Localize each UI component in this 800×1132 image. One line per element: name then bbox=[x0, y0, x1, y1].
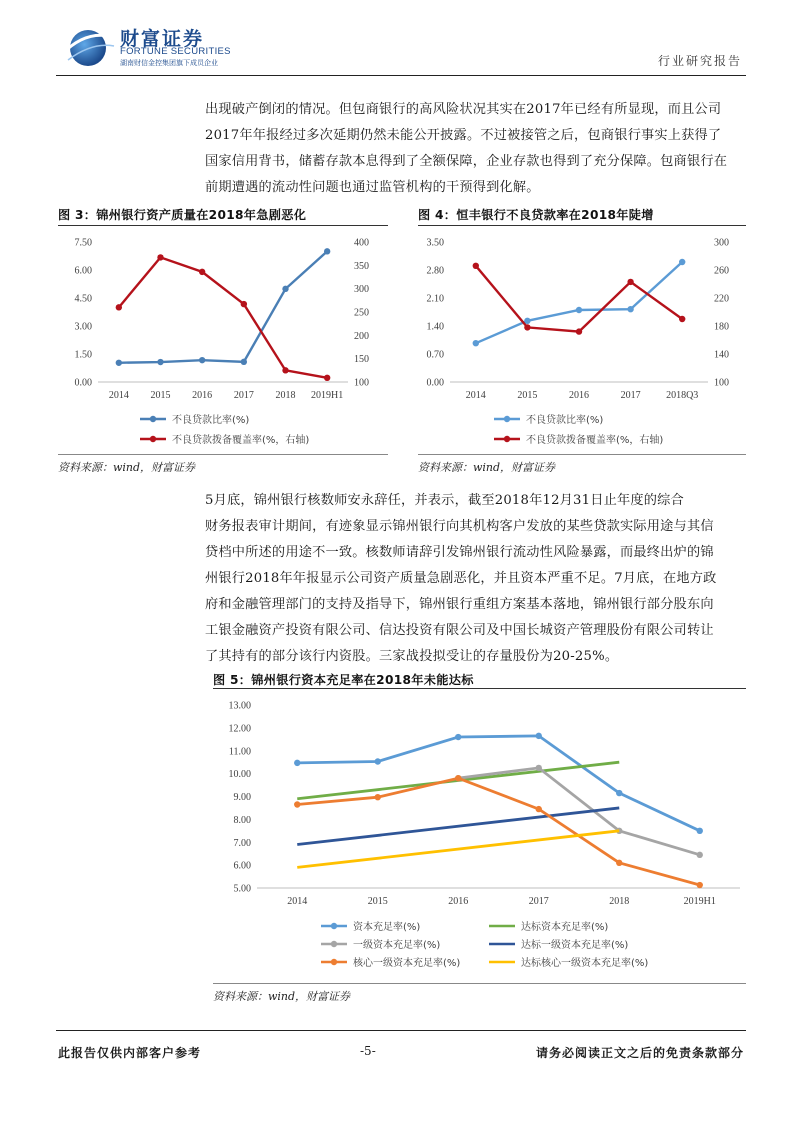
data-point bbox=[116, 304, 122, 310]
y-left-tick-label: 1.40 bbox=[426, 321, 444, 333]
data-point bbox=[697, 882, 703, 888]
data-point bbox=[576, 328, 582, 334]
logo-globe-icon bbox=[58, 24, 118, 68]
y-right-tick-label: 250 bbox=[354, 307, 369, 319]
data-point bbox=[697, 852, 703, 858]
data-point bbox=[282, 286, 288, 292]
data-point bbox=[241, 301, 247, 307]
page-number: -5- bbox=[360, 1044, 376, 1058]
x-tick-label: 2017 bbox=[620, 390, 641, 401]
series-line bbox=[297, 831, 619, 868]
data-point bbox=[576, 307, 582, 313]
text-line: 了其持有的部分该行内资股。三家战投拟受让的存量股份为20-25%。 bbox=[205, 649, 619, 664]
brand-subtitle: 湖南财信金控集团旗下成员企业 bbox=[120, 59, 218, 67]
series-line bbox=[297, 808, 619, 845]
data-point bbox=[455, 734, 461, 740]
y-right-tick-label: 100 bbox=[354, 377, 369, 389]
data-point bbox=[324, 375, 330, 381]
y-left-tick-label: 2.80 bbox=[426, 265, 444, 277]
y-left-tick-label: 7.50 bbox=[74, 237, 92, 249]
body-paragraph-2 bbox=[205, 488, 745, 670]
legend-marker bbox=[504, 436, 510, 442]
y-right-tick-label: 220 bbox=[714, 293, 729, 305]
y-left-tick-label: 4.50 bbox=[74, 293, 92, 305]
y-right-tick-label: 400 bbox=[354, 237, 369, 249]
figure-5-chart bbox=[213, 692, 746, 980]
legend-label: 资本充足率(%) bbox=[353, 922, 421, 933]
figure-5-rule bbox=[213, 688, 746, 689]
data-point bbox=[536, 765, 542, 771]
x-tick-label: 2019H1 bbox=[683, 896, 716, 907]
y-left-tick-label: 6.00 bbox=[74, 265, 92, 277]
legend-marker bbox=[331, 923, 337, 929]
header-divider bbox=[56, 75, 746, 76]
data-point bbox=[697, 828, 703, 834]
text-line: 工银金融资产投资有限公司、信达投资有限公司及中国长城资产管理股份有限公司转让 bbox=[205, 623, 714, 638]
y-right-tick-label: 180 bbox=[714, 321, 729, 333]
figure-3-chart bbox=[58, 228, 388, 452]
legend-label: 达标核心一级资本充足率(%) bbox=[521, 958, 649, 969]
x-tick-label: 2014 bbox=[465, 390, 486, 401]
series-line bbox=[297, 778, 700, 885]
legend-label: 核心一级资本充足率(%) bbox=[353, 958, 461, 969]
data-point bbox=[375, 794, 381, 800]
figure-3-title: 图 3：锦州银行资产质量在2018年急剧恶化 bbox=[58, 208, 307, 222]
text-line: 国家信用背书，储蓄存款本息得到了全额保障，企业存款也得到了充分保障。包商银行在 bbox=[205, 154, 728, 169]
legend-marker bbox=[150, 416, 156, 422]
y-tick-label: 5.00 bbox=[233, 883, 251, 895]
text-line: 出现破产倒闭的情况。但包商银行的高风险状况其实在2017年已经有所显现，而且公司 bbox=[205, 102, 722, 117]
x-tick-label: 2016 bbox=[448, 896, 469, 907]
y-right-tick-label: 200 bbox=[354, 330, 369, 342]
figure-4-bottom-rule bbox=[418, 454, 746, 455]
data-point bbox=[199, 269, 205, 275]
x-tick-label: 2019H1 bbox=[311, 390, 344, 401]
y-tick-label: 9.00 bbox=[233, 792, 251, 803]
figure-3-rule bbox=[58, 225, 388, 226]
y-tick-label: 10.00 bbox=[228, 769, 251, 781]
data-point bbox=[524, 324, 530, 330]
data-point bbox=[241, 359, 247, 365]
x-tick-label: 2017 bbox=[233, 390, 254, 401]
figure-5-title: 图 5：锦州银行资本充足率在2018年未能达标 bbox=[213, 673, 474, 687]
legend-label: 不良贷款拨备覆盖率(%，右轴) bbox=[172, 435, 310, 446]
figure-4-title: 图 4：恒丰银行不良贷款率在2018年陡增 bbox=[418, 208, 654, 222]
data-point bbox=[627, 306, 633, 312]
x-tick-label: 2015 bbox=[150, 390, 171, 401]
data-point bbox=[473, 263, 479, 269]
y-tick-label: 13.00 bbox=[228, 700, 251, 712]
y-left-tick-label: 0.00 bbox=[426, 377, 444, 389]
y-right-tick-label: 260 bbox=[714, 265, 729, 277]
y-left-tick-label: 3.00 bbox=[74, 321, 92, 333]
data-point bbox=[294, 801, 300, 807]
legend-marker bbox=[504, 416, 510, 422]
legend-label: 不良贷款比率(%) bbox=[526, 415, 604, 426]
data-point bbox=[157, 254, 163, 260]
text-line: 财务报表审计期间，有迹象显示锦州银行向其机构客户发放的某些贷款实际用途与其信 bbox=[205, 519, 714, 534]
text-line: 5月底，锦州银行核数师安永辞任，并表示，截至2018年12月31日止年度的综合 bbox=[205, 493, 684, 508]
figure-4-chart bbox=[418, 228, 746, 452]
y-right-tick-label: 300 bbox=[714, 237, 729, 249]
data-point bbox=[616, 790, 622, 796]
data-point bbox=[375, 758, 381, 764]
figure-5-bottom-rule bbox=[213, 983, 746, 984]
footer-disclaimer-right: 请务必阅读正文之后的免责条款部分 bbox=[535, 1046, 744, 1060]
brand-name-cn: 财富证券 bbox=[120, 28, 205, 50]
text-line: 2017年年报经过多次延期仍然未能公开披露。不过被接管之后，包商银行事实上获得了 bbox=[205, 128, 722, 143]
data-point bbox=[536, 733, 542, 739]
text-line: 府和金融管理部门的支持及指导下，锦州银行重组方案基本落地，锦州银行部分股东向 bbox=[205, 597, 714, 612]
y-right-tick-label: 140 bbox=[714, 349, 729, 361]
data-point bbox=[627, 279, 633, 285]
figure-4-rule bbox=[418, 225, 746, 226]
legend-marker bbox=[331, 941, 337, 947]
figure-3-source: 资料来源：wind，财富证券 bbox=[58, 461, 196, 474]
figure-3-bottom-rule bbox=[58, 454, 388, 455]
legend-marker bbox=[150, 436, 156, 442]
y-tick-label: 7.00 bbox=[233, 837, 251, 849]
x-tick-label: 2016 bbox=[569, 390, 589, 401]
x-tick-label: 2016 bbox=[192, 390, 213, 401]
y-left-tick-label: 0.00 bbox=[74, 377, 92, 389]
data-point bbox=[455, 775, 461, 781]
data-point bbox=[116, 360, 122, 366]
figure-4-source: 资料来源：wind，财富证券 bbox=[418, 461, 556, 474]
y-tick-label: 8.00 bbox=[233, 814, 251, 826]
text-line: 贷档中所述的用途不一致。核数师请辞引发锦州银行流动性风险暴露，而最终出炉的锦 bbox=[205, 545, 714, 560]
legend-label: 一级资本充足率(%) bbox=[353, 940, 441, 951]
y-right-tick-label: 150 bbox=[354, 354, 369, 366]
data-point bbox=[679, 259, 685, 265]
y-right-tick-label: 350 bbox=[354, 260, 369, 272]
x-tick-label: 2018 bbox=[609, 896, 630, 907]
data-point bbox=[473, 340, 479, 346]
y-tick-label: 11.00 bbox=[228, 746, 251, 758]
data-point bbox=[157, 359, 163, 365]
data-point bbox=[616, 860, 622, 866]
legend-label: 不良贷款比率(%) bbox=[172, 415, 250, 426]
body-paragraph-1 bbox=[205, 97, 745, 201]
legend-label: 达标资本充足率(%) bbox=[521, 922, 609, 933]
legend-label: 达标一级资本充足率(%) bbox=[521, 940, 629, 951]
x-tick-label: 2014 bbox=[108, 390, 129, 401]
data-point bbox=[282, 367, 288, 373]
data-point bbox=[199, 357, 205, 363]
x-tick-label: 2014 bbox=[287, 896, 308, 907]
y-left-tick-label: 3.50 bbox=[426, 237, 444, 249]
legend-marker bbox=[331, 959, 337, 965]
data-point bbox=[294, 760, 300, 766]
x-tick-label: 2018Q3 bbox=[666, 390, 699, 401]
data-point bbox=[324, 248, 330, 254]
x-tick-label: 2018 bbox=[275, 390, 296, 401]
y-left-tick-label: 1.50 bbox=[74, 349, 92, 361]
text-line: 州银行2018年年报显示公司资产质量急剧恶化，并且资本严重不足。7月底，在地方政 bbox=[205, 571, 717, 586]
y-right-tick-label: 300 bbox=[354, 284, 369, 296]
brand-name-en: FORTUNE SECURITIES bbox=[120, 46, 231, 57]
data-point bbox=[679, 316, 685, 322]
y-left-tick-label: 2.10 bbox=[426, 293, 444, 305]
footer-divider bbox=[56, 1030, 746, 1031]
y-left-tick-label: 0.70 bbox=[426, 349, 444, 361]
x-tick-label: 2015 bbox=[367, 896, 388, 907]
y-tick-label: 12.00 bbox=[228, 723, 251, 735]
report-type-label: 行业研究报告 bbox=[657, 54, 742, 68]
text-line: 前期遭遇的流动性问题也通过监管机构的干预得到化解。 bbox=[205, 180, 540, 195]
series-line bbox=[297, 736, 700, 831]
series-line bbox=[476, 266, 682, 332]
data-point bbox=[536, 806, 542, 812]
legend-label: 不良贷款拨备覆盖率(%，右轴) bbox=[526, 435, 664, 446]
footer-disclaimer-left: 此报告仅供内部客户参考 bbox=[58, 1046, 202, 1060]
y-tick-label: 6.00 bbox=[233, 860, 251, 872]
series-line bbox=[119, 257, 327, 377]
figure-5-source: 资料来源：wind，财富证券 bbox=[213, 990, 351, 1003]
y-right-tick-label: 100 bbox=[714, 377, 729, 389]
x-tick-label: 2015 bbox=[517, 390, 538, 401]
x-tick-label: 2017 bbox=[528, 896, 549, 907]
